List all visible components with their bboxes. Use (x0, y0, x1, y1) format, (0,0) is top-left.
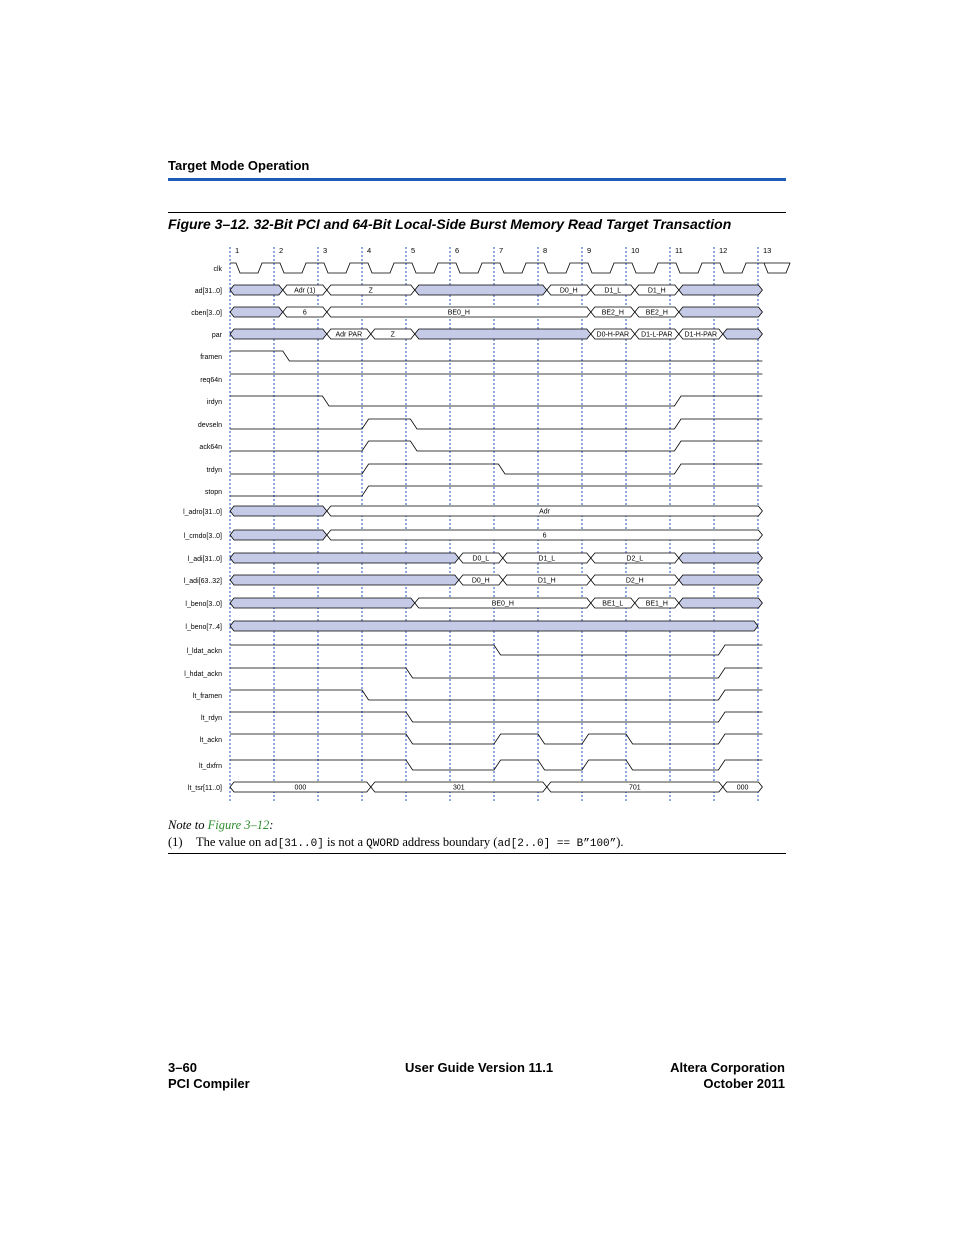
signal-wave (230, 464, 762, 474)
signal-label: ack64n (199, 444, 222, 451)
bus-value: D1-L-PAR (641, 331, 673, 339)
bus-segment (723, 329, 763, 339)
bus-segment (679, 575, 763, 585)
bus-value: D1_L (604, 287, 622, 295)
cycle-number: 5 (411, 246, 416, 255)
bus-segment (679, 285, 763, 295)
signal-label: devseln (197, 422, 222, 429)
bus-segment (230, 530, 327, 540)
signal-wave (230, 668, 762, 678)
figure-bottom-rule (168, 853, 786, 854)
signal-label: lt_dxfrn (199, 763, 222, 770)
section-title: Target Mode Operation (168, 158, 310, 173)
bus-segment (230, 621, 758, 631)
figure-caption: Figure 3–12. 32-Bit PCI and 64-Bit Local-Side Burst Memory Read Target Transaction (168, 216, 732, 232)
signal-wave (230, 441, 762, 451)
signal-wave (230, 396, 762, 406)
signal-label: l_beno[3..0] (185, 601, 222, 608)
bus-value: Z (390, 331, 395, 339)
cycle-number: 4 (367, 246, 372, 255)
signal-wave (230, 760, 762, 770)
signal-label: lt_tsr[11..0] (187, 785, 222, 792)
bus-value: BE2_H (601, 309, 624, 317)
cycle-number: 11 (675, 246, 683, 255)
cycle-number: 6 (455, 246, 460, 255)
cycle-number: 3 (323, 246, 328, 255)
clock-wave (230, 263, 790, 273)
bus-segment (230, 307, 283, 317)
signal-label: l_beno[7..4] (185, 624, 222, 631)
signal-label: l_adro[31..0] (183, 509, 222, 516)
bus-segment (230, 553, 459, 563)
figure-note (168, 818, 786, 850)
footer-right (600, 1060, 785, 1092)
bus-segment (415, 285, 547, 295)
page-number: 3–60 (168, 1060, 197, 1075)
bus-value: Z (368, 287, 373, 295)
bus-value: D1_H (537, 577, 556, 585)
signal-label: l_cmdo[3..0] (183, 533, 222, 540)
bus-value: D0_L (472, 555, 490, 563)
signal-label: clk (213, 266, 222, 273)
bus-value: BE2_H (645, 309, 668, 317)
signal-label: framen (200, 354, 222, 361)
bus-value: 301 (452, 784, 465, 792)
bus-segment (679, 307, 763, 317)
bus-value: D0_H (471, 577, 490, 585)
bus-segment (415, 329, 591, 339)
bus-value: D2_L (626, 555, 644, 563)
bus-value: D0_H (559, 287, 578, 295)
signal-label: cben[3..0] (191, 310, 222, 317)
signal-label: l_adi[63..32] (183, 578, 222, 585)
signal-label: ad[31..0] (194, 288, 222, 295)
bus-value: 6 (542, 532, 547, 540)
signal-wave (230, 645, 762, 655)
bus-segment (230, 285, 283, 295)
bus-segment (230, 598, 415, 608)
cycle-number: 8 (543, 246, 548, 255)
bus-value: BE1_H (645, 600, 668, 608)
bus-value: Adr (1) (294, 287, 316, 295)
bus-value: D2_H (625, 577, 644, 585)
bus-value: BE1_L (602, 600, 624, 608)
bus-segment (230, 506, 327, 516)
signal-label: trdyn (206, 467, 222, 474)
signal-label: lt_framen (192, 693, 222, 700)
bus-value: BE0_H (491, 600, 514, 608)
signal-wave (230, 690, 762, 700)
signal-wave (230, 419, 762, 429)
bus-value: D1_H (647, 287, 666, 295)
bus-segment (679, 553, 763, 563)
bus-value: 000 (294, 784, 307, 792)
signal-wave (230, 712, 762, 722)
bus-value: 000 (736, 784, 749, 792)
cycle-number: 2 (279, 246, 284, 255)
signal-label: irdyn (206, 399, 222, 406)
bus-value: Adr PAR (335, 331, 363, 339)
bus-segment (679, 598, 763, 608)
bus-value: D0-H-PAR (596, 331, 630, 339)
signal-label: l_hdat_ackn (184, 671, 222, 678)
bus-value: BE0_H (447, 309, 470, 317)
bus-value: Adr (539, 508, 551, 516)
figure-link[interactable]: Figure 3–12 (207, 818, 270, 832)
cycle-number: 13 (763, 246, 772, 255)
bus-segment (230, 329, 327, 339)
signal-wave (230, 351, 762, 361)
signal-label: stopn (204, 489, 222, 496)
note-item: (1) The value on ad[31..0] is not a QWORD address boundary (ad[2..0] == B”100”). (168, 835, 624, 850)
bus-value: 701 (628, 784, 641, 792)
bus-value: D1_L (538, 555, 556, 563)
cycle-number: 9 (587, 246, 592, 255)
signal-wave (230, 486, 762, 496)
cycle-number: 12 (719, 246, 728, 255)
signal-wave (230, 734, 762, 744)
cycle-number: 10 (631, 246, 640, 255)
bus-value: D1-H-PAR (684, 331, 718, 339)
signal-label: lt_rdyn (200, 715, 222, 722)
signal-label: req64n (200, 377, 222, 384)
bus-segment (230, 575, 459, 585)
signal-label: par (211, 332, 222, 339)
cycle-number: 7 (499, 246, 504, 255)
footer-left (168, 1060, 250, 1092)
signal-label: l_ldat_ackn (186, 648, 222, 655)
bus-value: 6 (302, 309, 307, 317)
company-name: Altera Corporation (670, 1060, 785, 1075)
note-title: Note to Figure 3–12: (168, 818, 274, 832)
signal-label: lt_ackn (199, 737, 222, 744)
cycle-number: 1 (235, 246, 240, 255)
footer-version: User Guide Version 11.1 (405, 1060, 554, 1075)
publish-date: October 2011 (703, 1076, 785, 1091)
product-name: PCI Compiler (168, 1076, 250, 1091)
signal-label: l_adi[31..0] (187, 556, 222, 563)
